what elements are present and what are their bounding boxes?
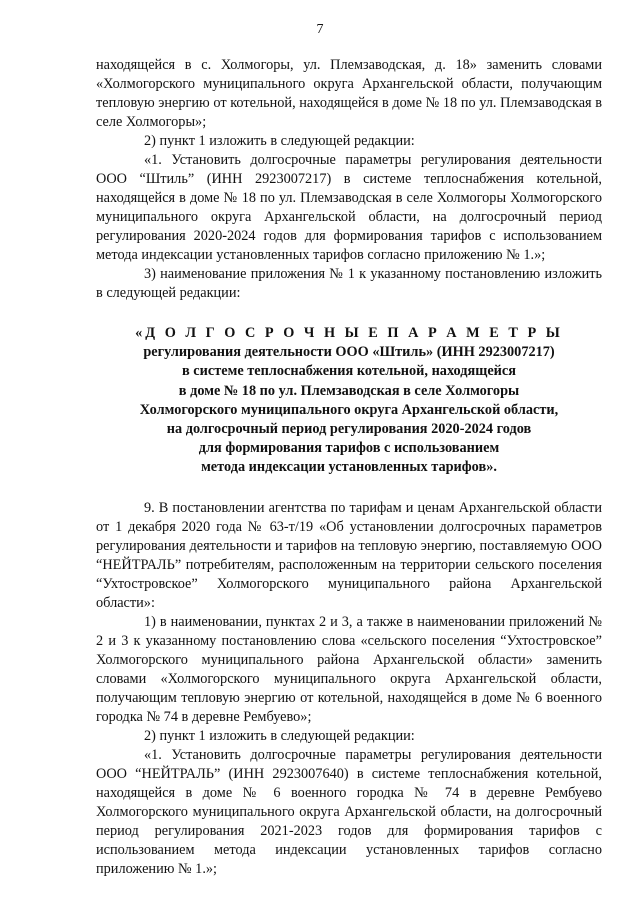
document-body (96, 56, 602, 879)
heading-line: «Д О Л Г О С Р О Ч Н Ы Е П А Р А М Е Т Р Ы (135, 325, 563, 341)
paragraph: «1. Установить долгосрочные параметры регулирования деятельности ООО “НЕЙТРАЛЬ” (ИНН 2923007640) в системе теплоснабжения котельной, находящейся в доме № 6 военного городка № 74 в деревне Рембуево Холмогорского муниципального округа Архангельской области, на долгосрочный период регулирования 2021-2023 годов для формирования тарифов с использованием метода индексации установленных тарифов согласно приложению № 1.»; (96, 746, 602, 877)
heading-line: Холмогорского муниципального округа Архангельской области, (139, 401, 559, 418)
section-heading (96, 324, 602, 478)
paragraph: 3) наименование приложения № 1 к указанному постановлению изложить в следующей редакции: (96, 266, 602, 301)
heading-line: в системе теплоснабжения котельной, находящейся (181, 363, 516, 380)
heading-line: метода индексации установленных тарифов». (201, 459, 497, 476)
paragraph: 2) пункт 1 изложить в следующей редакции: (144, 727, 415, 744)
paragraph: находящейся в с. Холмогоры, ул. Племзаводская, д. 18» заменить словами «Холмогорского муниципального округа Архангельской области, получающим тепловую энергию от котельной, находящейся в доме № 18 по ул. Племзаводская в селе Холмогоры»; (96, 57, 602, 130)
heading-line: для формирования тарифов с использованием (198, 440, 500, 457)
page-number: 7 (316, 22, 324, 37)
spacer (96, 303, 602, 324)
heading-line: на долгосрочный период регулирования 2020-2024 годов (166, 421, 532, 438)
paragraph: 2) пункт 1 изложить в следующей редакции: (144, 133, 415, 149)
heading-line: в доме № 18 по ул. Племзаводская в селе Холмогоры (178, 382, 520, 399)
paragraph: 9. В постановлении агентства по тарифам и ценам Архангельской области от 1 декабря 2020 года № 63-т/19 «Об установлении долгосрочных параметров регулирования деятельности и тарифов на тепловую энергию, поставляемую ООО “НЕЙТРАЛЬ” потребителям, расположенным на территории сельского поселения “Ухтостровское” Холмогорского муниципального района Архангельской области»: (96, 499, 602, 611)
spacer (96, 478, 602, 499)
paragraph: «1. Установить долгосрочные параметры регулирования деятельности ООО “Штиль” (ИНН 2923007217) в системе теплоснабжения котельной, находящейся в доме № 18 по ул. Племзаводская в селе Холмогоры Холмогорского муниципального округа Архангельской области, на долгосрочный период регулирования 2020-2024 годов для формирования тарифов с использованием метода индексации установленных тарифов согласно приложению № 1.»; (96, 152, 602, 263)
heading-line: регулирования деятельности ООО «Штиль» (ИНН 2923007217) (143, 344, 555, 361)
paragraph: 1) в наименовании, пунктах 2 и 3, а также в наименовании приложений № 2 и 3 к указанному постановлению слова «сельского поселения “Ухтостровское” Холмогорского муниципального района Архангельской области» заменить словами «Холмогорского муниципального округа Архангельской области, получающим тепловую энергию от котельной, находящейся в доме № 6 военного городка № 74 в деревне Рембуево»; (96, 613, 602, 725)
